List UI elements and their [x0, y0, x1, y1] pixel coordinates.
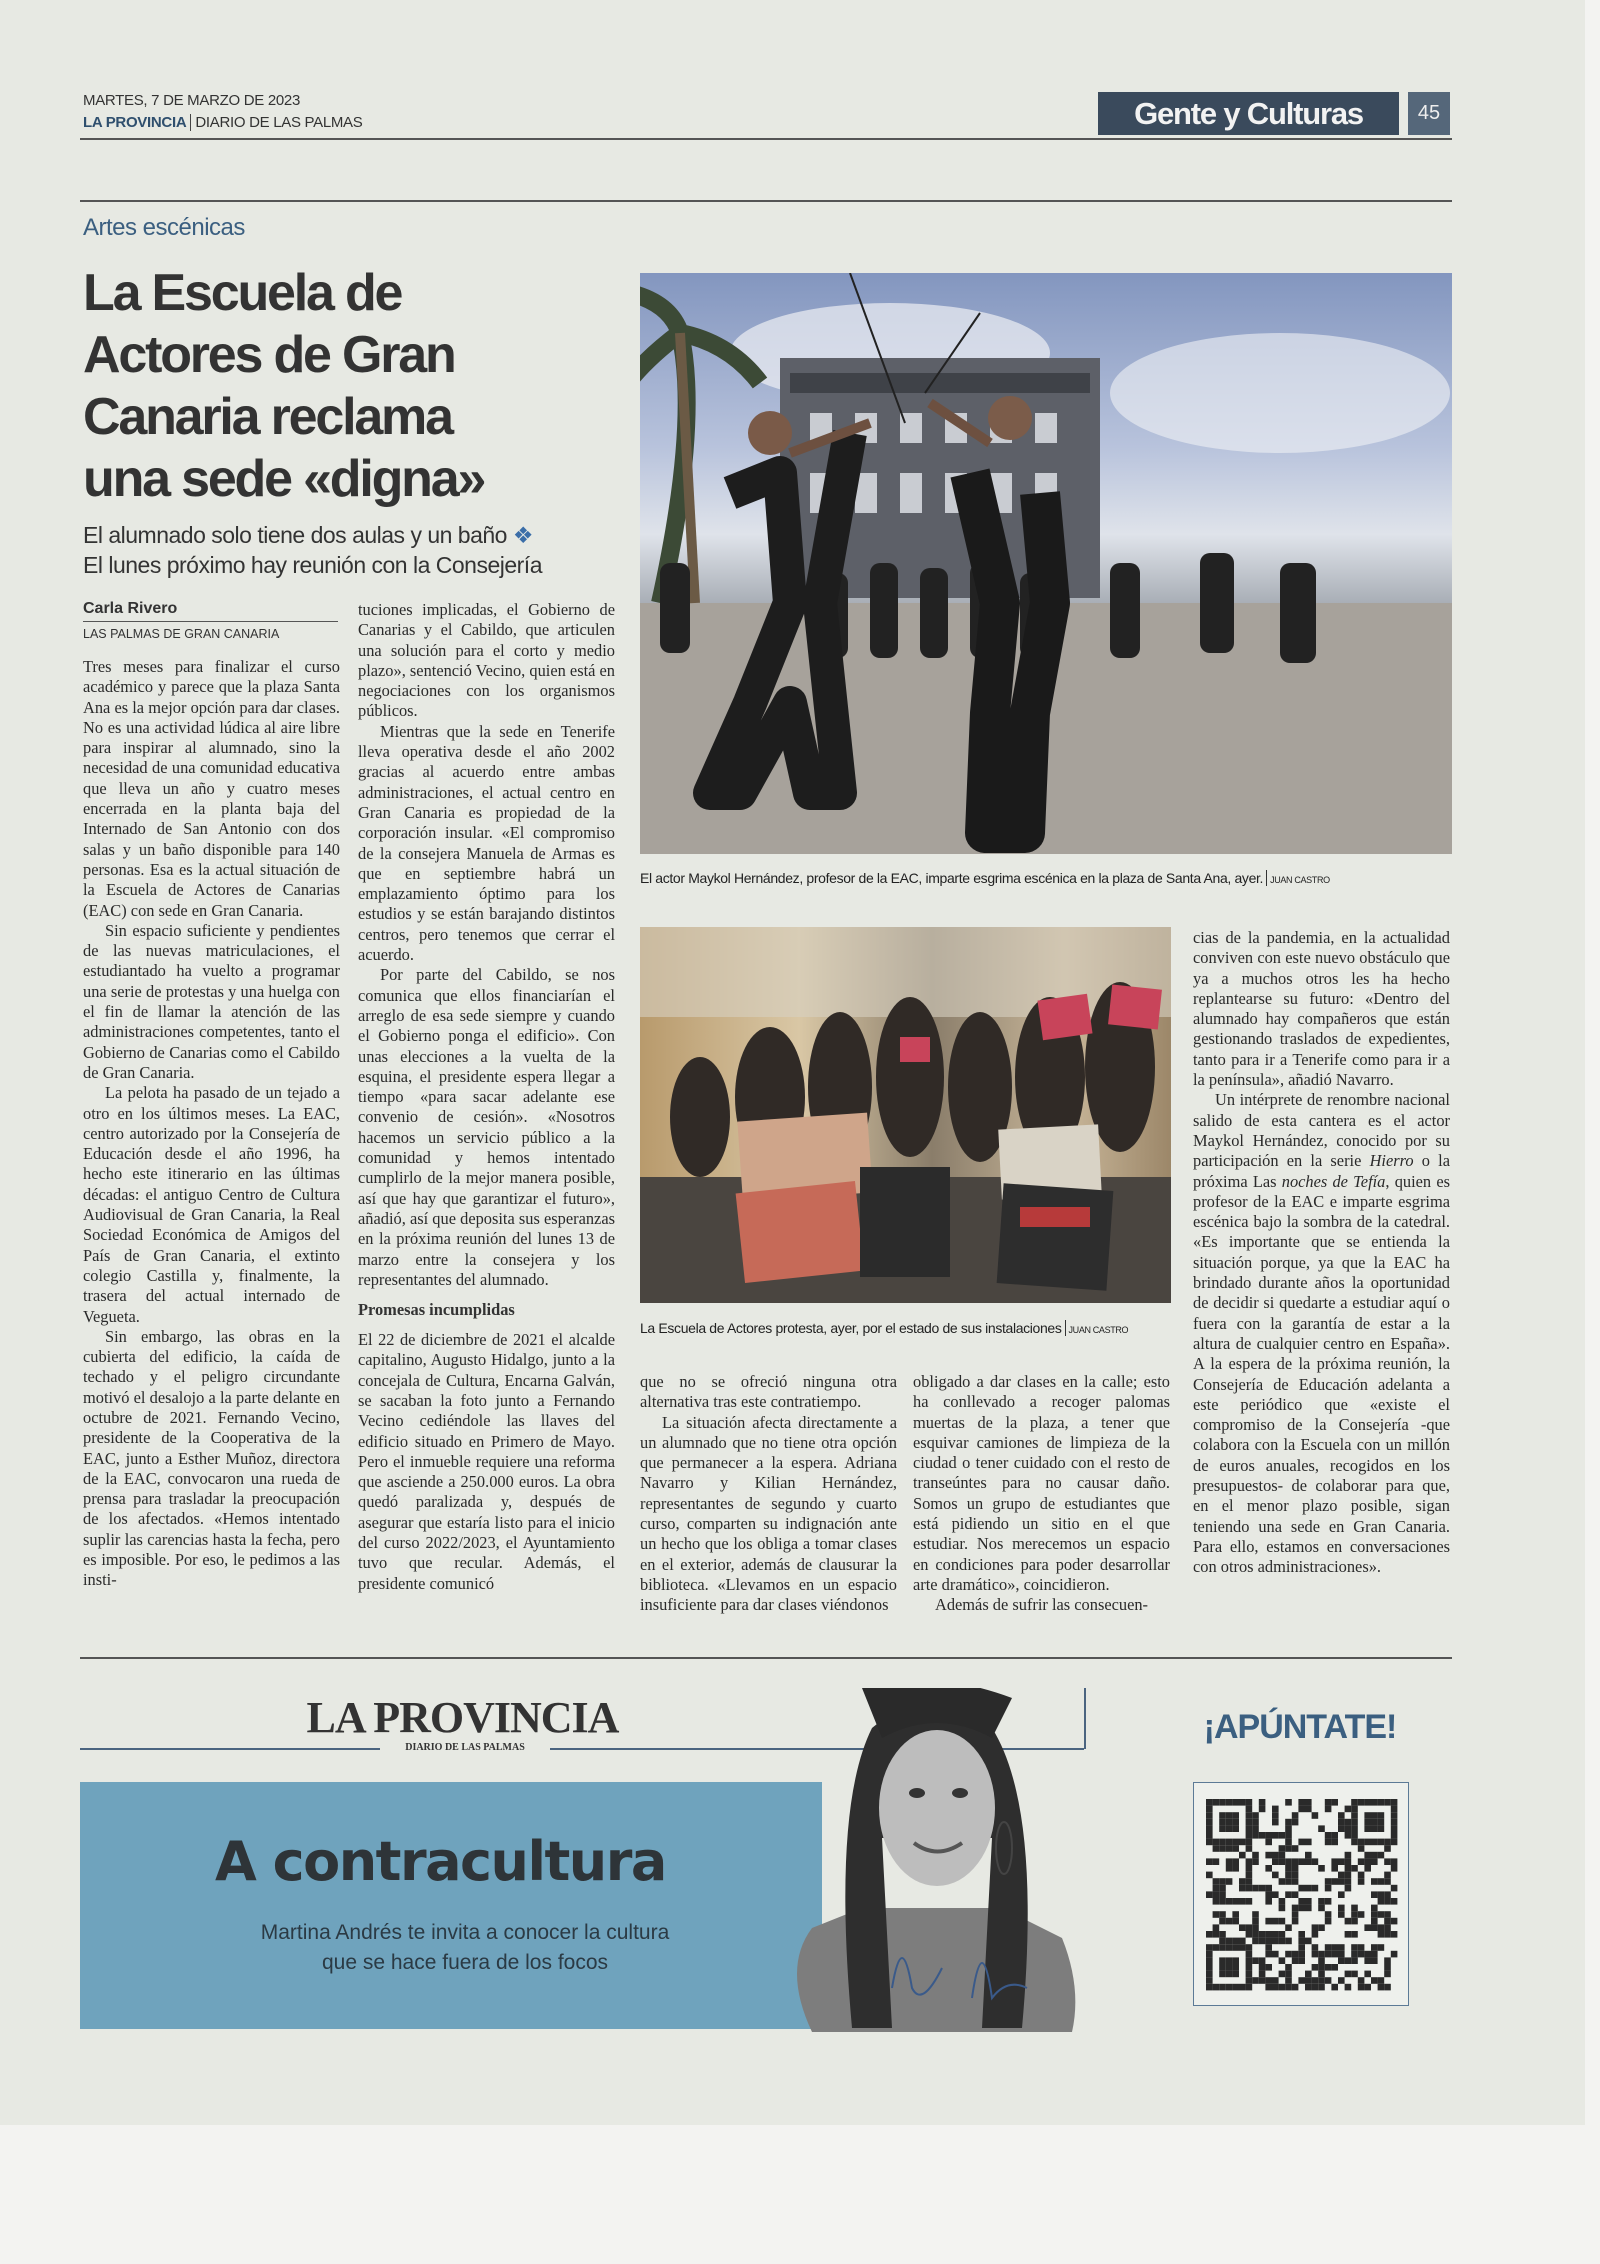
article-column-5	[1193, 928, 1450, 1578]
issue-date: MARTES, 7 DE MARZO DE 2023	[83, 92, 300, 109]
diamond-separator-icon: ❖	[512, 522, 533, 548]
paragraph: El 22 de diciembre de 2021 el alcalde capitalino, Augusto Hidalgo, junto a la concejala de Cultura, Encarna Galván, se sacaban la foto junto a Fernando Vecino cediéndole las llaves del edificio situado en Primero de Mayo. Pero el inmueble requiere una reforma que asciende a 250.000 euros. La obra quedó paralizada y, después de asegurar que estaría listo para el inicio del curso 2022/2023, el Ayuntamiento tuvo que recular. Además, el presidente comunicó	[358, 1330, 615, 1593]
ad-banner[interactable]	[80, 1782, 822, 2029]
qr-code[interactable]	[1193, 1782, 1409, 2006]
headline-line: Actores de Gran	[83, 326, 455, 384]
paragraph: Mientras que la sede en Tenerife lleva operativa desde el año 2002 gracias al acuerdo entre ambas administraciones, el actual centro en Gran Canaria es propiedad de la corporación insular. «El compromiso de la consejera Manuela de Armas es que en septiembre habrá un emplazamiento óptimo para los estudios y se están barajando distintos centros, pero tenemos que cerrar el acuerdo.	[358, 721, 615, 965]
series-title: Hierro	[1369, 1151, 1414, 1171]
headline-line: La Escuela de	[83, 264, 402, 322]
photo-student-protest	[640, 927, 1171, 1303]
article-subtitle	[83, 520, 643, 580]
paragraph: obligado a dar clases en la calle; esto ha conllevado a recoger palomas muertas de la plaza, a tener que esquivar camiones de limpieza de la ciudad o tener cuidado con el resto de transeúntes para no causar daño. Somos un grupo de estudiantes que está pidiendo un sitio en el que estudiar. Nos merecemos un espacio en condiciones para poder desarrollar arte dramático», coincidieron.	[913, 1372, 1170, 1594]
photo-caption	[640, 1320, 1128, 1336]
paragraph: cias de la pandemia, en la actualidad conviven con este nuevo obstáculo que ya a muchos otros les ha hecho replantearse su futuro: «Dentro del alumnado hay compañeros que están gestionando traslados de expedientes, tanto para ir a Tenerife como para ir a la península», añadió Navarro.	[1193, 928, 1450, 1090]
masthead-line	[83, 114, 362, 131]
article-kicker: Artes escénicas	[83, 214, 245, 241]
brand-subtitle: DIARIO DE LAS PALMAS	[195, 114, 363, 131]
article-column-3	[640, 1372, 897, 1616]
ad-description-line: Martina Andrés te invita a conocer la cultura	[260, 1921, 670, 1944]
photo-credit: JUAN CASTRO	[1270, 875, 1330, 885]
paragraph: Por parte del Cabildo, se nos comunica que ellos financiarían el arreglo de esa sede siempre y cuando el Gobierno ponga el edificio». Con unas elecciones a la vuelta de la esquina, el presidente espera llegar a tiempo «para sacar adelante ese convenio de cesión». «Nosotros hacemos un servicio público a la comunidad y hemos intentado cumplirlo de la mejor manera posible, así que hay que garantizar el futuro», añadió, así que deposita sus esperanzas en la próxima reunión del lunes 13 de marzo entre la consejera y los representantes del alumnado.	[358, 965, 615, 1289]
ad-description	[185, 1918, 745, 1978]
page-number: 45	[1408, 92, 1450, 135]
headline-line: Canaria reclama	[83, 388, 452, 446]
text-run: o la próxima Las	[1193, 1151, 1450, 1191]
subtitle-line: El lunes próximo hay reunión con la Consejería	[83, 552, 542, 578]
paragraph: Tres meses para finalizar el curso académico y parece que la plaza Santa Ana es la mejor opción para dar clases. No es una actividad lúdica al aire libre para inspirar al alumnado, sino la necesidad de una comunidad educativa que lleva un año y cuatro meses encerrada en la planta baja del Internado de San Antonio con dos salas y un baño disponible para 140 personas. Esa es la actual situación de la Escuela de Actores de Canarias (EAC) con sede en Gran Canaria.	[83, 657, 340, 920]
section-title: Gente y Culturas	[1098, 92, 1399, 135]
ad-title: A contracultura	[215, 1830, 666, 1893]
paragraph	[1193, 1090, 1450, 1577]
dateline-location: LAS PALMAS DE GRAN CANARIA	[83, 627, 280, 641]
caption-text: La Escuela de Actores protesta, ayer, por el estado de sus instalaciones	[640, 1320, 1062, 1336]
paragraph: La situación afecta directamente a un alumnado que no tiene otra opción que permanecer a la espera. Adriana Navarro y Kilian Hernández, representantes de segundo y cuarto curso, comparten su indignación ante un hecho que los obliga a tomar clases en el exterior, además de clausurar la biblioteca. «Llevamos en un espacio insuficiente para dar clases viéndonos	[640, 1412, 897, 1615]
paragraph: que no se ofreció ninguna otra alternativa tras este contratiempo.	[640, 1372, 897, 1412]
series-title: noches de Tefía	[1281, 1171, 1386, 1191]
ad-newspaper-logo-sub: DIARIO DE LAS PALMAS	[380, 1742, 550, 1753]
photo-credit: JUAN CASTRO	[1068, 1325, 1129, 1335]
paragraph: Además de sufrir las consecuen-	[935, 1595, 1148, 1615]
article-headline	[83, 262, 623, 510]
ad-newspaper-logo: LA PROVINCIA	[306, 1693, 619, 1742]
paragraph: tuciones implicadas, el Gobierno de Canarias y el Cabildo, que articulen una solución para el corto y medio plazo», sentenció Vecino, quien está en negociaciones con los organismos públicos.	[358, 600, 615, 721]
caption-text: El actor Maykol Hernández, profesor de la EAC, imparte esgrima escénica en la plaza de Santa Ana, ayer.	[640, 870, 1264, 886]
paragraph: Sin embargo, las obras en la cubierta del edificio, la caída de techado y el peligro circundante motivó el desalojo a la parte delante en octubre de 2021. Fernando Vecino, presidente de la Cooperativa de la EAC, junto a Esther Muñoz, directora de la EAC, convocaron una rueda de prensa para trasladar la preocupación de los afectados. «Hemos intentado suplir las carencias hasta la fecha, pero es imposible. Por eso, le pedimos a las insti-	[83, 1326, 340, 1590]
article-column-2	[358, 600, 615, 1594]
article-column-1	[83, 657, 340, 1591]
section-divider	[80, 200, 1452, 202]
headline-line: una sede «digna»	[83, 450, 485, 508]
header-divider	[80, 138, 1452, 140]
text-run: , quien es profesor de la EAC e imparte esgrima escénica bajo la sombra de la catedral. «Es importante que se entienda la situación porque, ya que la EAC ha brindado durante años la oportunidad de decidir si quedarte a estudiar aquí o fuera con la garantía de estar a la altura de cualquier centro en España». A la espera de la próxima reunión, la Consejería de Educación adelanta a este periódico que «existe el compromiso de la Consejería -que colabora con la Escuela con un millón de euros anuales, recogidos en los presupuestos- de colaborar para que, en el menor plazo posible, sigan teniendo una sede en Gran Canaria. Para ello, estamos en conversaciones con otros administraciones».	[1193, 1171, 1450, 1577]
paragraph: La pelota ha pasado de un tejado a otro en los últimos meses. La EAC, centro autorizado por la Consejería de Educación desde el año 1996, ha hecho este itinerario en las últimas décadas: el antiguo Centro de Cultura Audiovisual de Gran Canaria, la Real Sociedad Económica de Amigos del País de Gran Canaria, el extinto colegio Castilla y, finalmente, la trasera del actual internado de Vegueta.	[83, 1083, 340, 1326]
article-column-4	[913, 1372, 1170, 1616]
article-bottom-divider	[80, 1657, 1452, 1659]
columnist-portrait	[742, 1688, 1120, 2032]
paragraph: Sin espacio suficiente y pendientes de las nuevas matriculaciones, el estudiantado ha vuelto a programar una serie de protestas y una huelga con el fin de llamar la atención de las administraciones competentes, tanto el Gobierno de Canarias como el Cabildo de Gran Canaria.	[83, 920, 340, 1082]
qr-code-icon	[1194, 1783, 1408, 2005]
photo-caption	[640, 870, 1330, 886]
text-run: Un intérprete de renombre nacional salido de esta cantera es el actor Maykol Hernández, conocido por su participación en la serie	[1193, 1090, 1450, 1171]
author-byline: Carla Rivero	[83, 600, 338, 622]
ad-description-line: que se hace fuera de los focos	[321, 1951, 609, 1974]
signup-cta[interactable]: ¡APÚNTATE!	[1203, 1708, 1397, 1746]
brand-name: LA PROVINCIA	[83, 114, 187, 131]
subtitle-line: El alumnado solo tiene dos aulas y un baño	[83, 522, 507, 548]
photo-fencing-lesson	[640, 273, 1452, 854]
subheading: Promesas incumplidas	[358, 1300, 515, 1320]
